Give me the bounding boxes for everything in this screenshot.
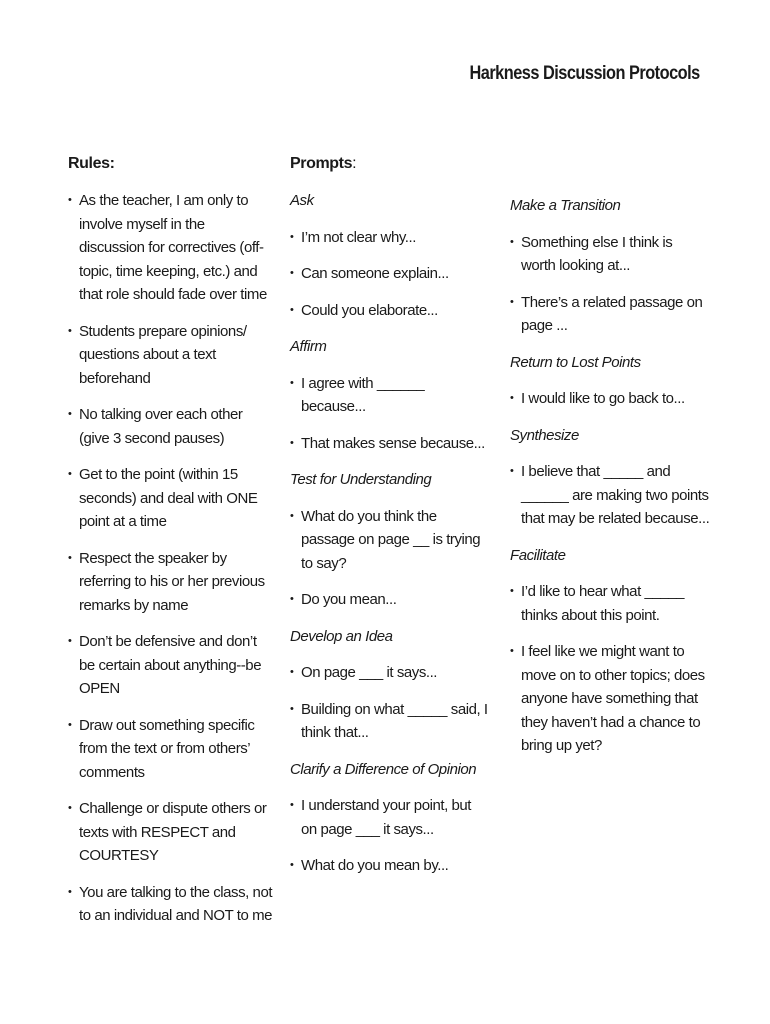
page-title: Harkness Discussion Protocols (469, 63, 700, 84)
prompt-item: • That makes sense because... (290, 432, 490, 456)
category-synthesize: Synthesize (510, 426, 579, 444)
prompt-item: • On page ___ it says... (290, 661, 490, 685)
category-test-for-understanding: Test for Understanding (290, 471, 432, 488)
rule-item: • Draw out something specific from the text or from others’ comments (68, 714, 273, 785)
category-clarify-difference: Clarify a Difference of Opinion (290, 760, 477, 778)
bullet-icon: • (68, 324, 72, 337)
bullet-icon: • (68, 718, 72, 731)
bullet-icon: • (290, 859, 294, 871)
category-facilitate: Facilitate (510, 546, 566, 564)
prompt-item: • What do you mean by... (290, 854, 490, 878)
prompt-item: • Do you mean... (290, 588, 490, 612)
prompt-item: • I believe that _____ and ______ are making two points that may be related because... (510, 460, 710, 531)
prompts-column (290, 155, 490, 891)
category-develop-an-idea: Develop an Idea (290, 627, 393, 645)
bullet-icon: • (68, 551, 72, 564)
rule-item: • Get to the point (within 15 seconds) and deal with ONE point at a time (68, 463, 273, 534)
bullet-icon: • (68, 802, 72, 814)
bullet-icon: • (290, 509, 294, 522)
bullet-icon: • (510, 235, 514, 248)
prompt-item: • Could you elaborate... (290, 299, 490, 323)
bullet-icon: • (290, 593, 294, 605)
bullet-icon: • (290, 230, 294, 243)
prompt-item: • I would like to go back to... (510, 387, 710, 411)
rule-item: • Students prepare opinions/ questions about a text beforehand (68, 320, 273, 391)
category-affirm: Affirm (290, 338, 327, 355)
rule-item: • You are talking to the class, not to an individual and NOT to me (68, 881, 273, 928)
bullet-icon: • (510, 392, 514, 404)
prompt-item: • I feel like we might want to move on to other topics; does anyone have something that they haven’t had a chance to bring up yet? (510, 640, 710, 758)
prompts-column-2 (510, 194, 710, 771)
prompt-item: • I’d like to hear what _____ thinks about this point. (510, 580, 710, 627)
rule-item: • Respect the speaker by referring to his or her previous remarks by name (68, 547, 273, 618)
rule-item: • Don’t be defensive and don’t be certain about anything--be OPEN (68, 630, 273, 701)
bullet-icon: • (290, 267, 294, 279)
rules-column (68, 155, 273, 941)
bullet-icon: • (510, 645, 514, 657)
prompt-item: • Can someone explain... (290, 262, 490, 286)
bullet-icon: • (68, 468, 72, 480)
bullet-icon: • (290, 303, 294, 316)
prompt-item: • There’s a related passage on page ... (510, 291, 710, 338)
category-ask: Ask (290, 192, 314, 209)
prompt-item: • Building on what _____ said, I think that... (290, 698, 490, 745)
bullet-icon: • (68, 885, 72, 898)
rule-item: • No talking over each other (give 3 second pauses) (68, 403, 273, 450)
prompt-item: • I agree with ______ because... (290, 372, 490, 419)
rule-item: • Challenge or dispute others or texts with RESPECT and COURTESY (68, 797, 273, 868)
rules-heading: Rules: (68, 155, 115, 172)
category-make-a-transition: Make a Transition (510, 197, 621, 214)
bullet-icon: • (290, 376, 294, 389)
bullet-icon: • (290, 702, 294, 715)
category-return-to-lost-points: Return to Lost Points (510, 353, 641, 371)
prompt-item: • What do you think the passage on page __ is trying to say? (290, 505, 490, 576)
prompt-item: • Something else I think is worth looking at... (510, 231, 710, 278)
bullet-icon: • (68, 635, 72, 647)
bullet-icon: • (290, 666, 294, 678)
bullet-icon: • (68, 408, 72, 420)
prompts-heading: Prompts: (290, 155, 357, 172)
bullet-icon: • (68, 194, 72, 206)
prompt-item: • I understand your point, but on page ___ it says... (290, 794, 490, 841)
bullet-icon: • (290, 436, 294, 449)
bullet-icon: • (510, 295, 514, 308)
bullet-icon: • (510, 465, 514, 477)
bullet-icon: • (510, 585, 514, 597)
rule-item: • As the teacher, I am only to involve myself in the discussion for correctives (off-topic, time keeping, etc.) and that role should fade over time (68, 189, 273, 307)
prompt-item: • I’m not clear why... (290, 226, 490, 250)
bullet-icon: • (290, 799, 294, 811)
